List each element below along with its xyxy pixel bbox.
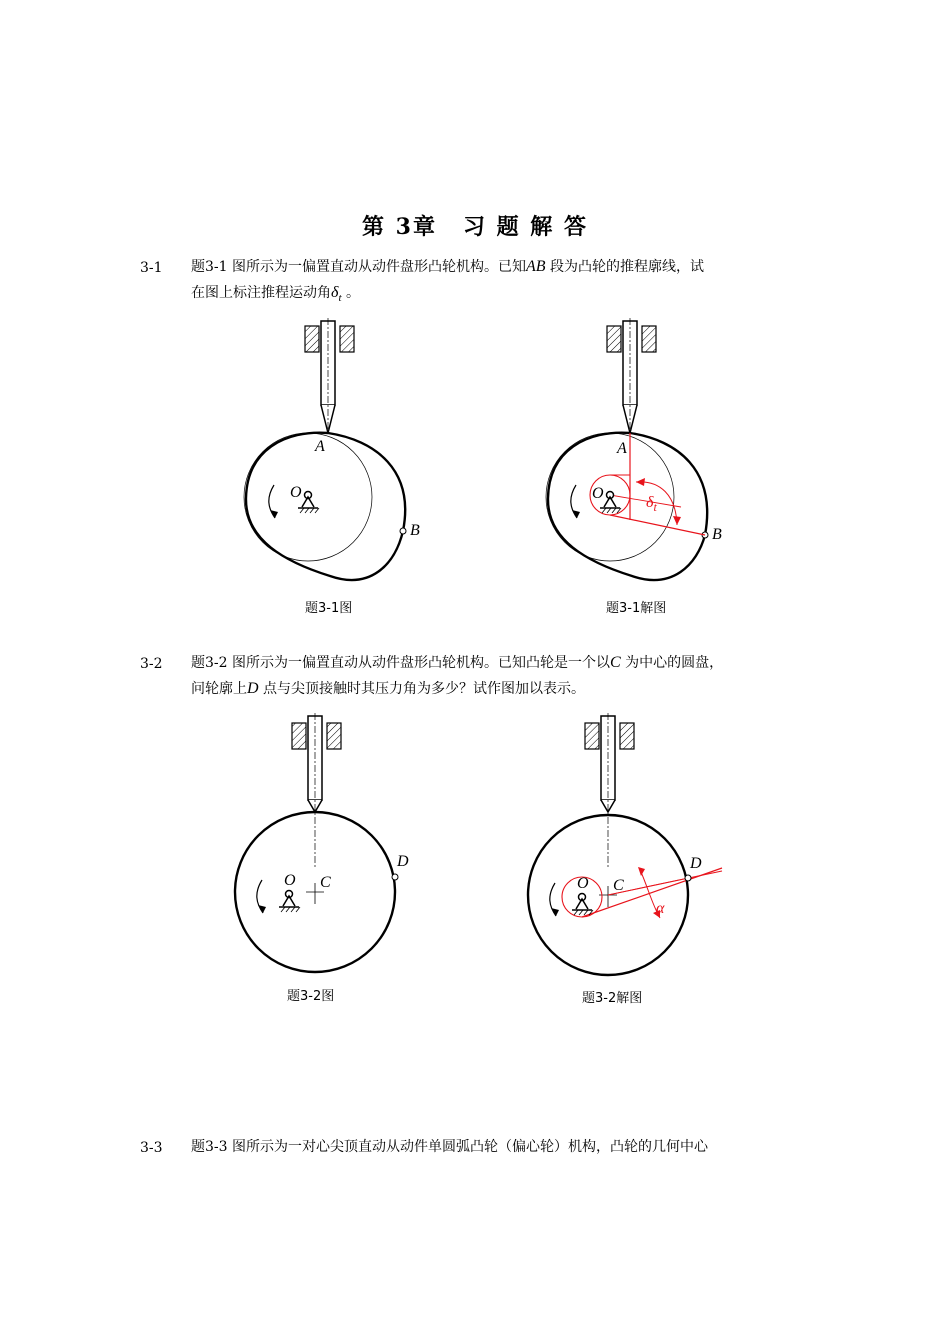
page-title xyxy=(0,210,950,241)
problem-number: 3-2 xyxy=(140,656,163,672)
label-b: B xyxy=(410,522,420,539)
figure-3-2 xyxy=(225,705,445,990)
solution-caption: 题3-2解图 xyxy=(582,991,643,1006)
label-o: O xyxy=(284,872,296,889)
label-alpha: α xyxy=(656,900,665,917)
label-o: O xyxy=(577,875,589,892)
chapter-heading: 习 题 解 答 xyxy=(462,214,588,240)
label-a: A xyxy=(617,440,627,457)
label-c: C xyxy=(613,877,624,894)
problem-text: 题3-3 图所示为一对心尖顶直动从动件单圆弧凸轮（偏心轮）机构，凸轮的几何中心 xyxy=(191,1139,708,1155)
solution-figure-3-2 xyxy=(520,705,740,990)
label-d: D xyxy=(690,855,702,872)
label-b: B xyxy=(712,526,722,543)
chapter-number: 第 3章 xyxy=(362,214,437,240)
figure-caption: 题3-2图 xyxy=(287,989,335,1004)
figure-caption: 题3-1图 xyxy=(305,601,353,616)
label-o: O xyxy=(290,484,302,501)
label-o: O xyxy=(592,485,604,502)
solution-caption: 题3-1解图 xyxy=(606,601,667,616)
figure-3-1 xyxy=(230,310,450,600)
solution-figure-3-1 xyxy=(530,310,750,600)
problem-number: 3-3 xyxy=(140,1140,163,1156)
label-c: C xyxy=(320,874,331,891)
delta-symbol: δ xyxy=(331,284,339,301)
label-a: A xyxy=(315,438,325,455)
label-delta: $\delta_t$ xyxy=(646,494,657,514)
problem-text: 题3-1 图所示为一偏置直动从动件盘形凸轮机构。已知AB 段为凸轮的推程廓线，试 在图上标注推程运动角$\delta_t$ 。 xyxy=(191,258,704,304)
problem-text: 题3-2 图所示为一偏置直动从动件盘形凸轮机构。已知凸轮是一个以C 为中心的圆盘， 问轮廓上D 点与尖顶接触时其压力角为多少？试作图加以表示。 xyxy=(191,654,724,697)
label-d: D xyxy=(397,853,409,870)
problem-number: 3-1 xyxy=(140,260,163,276)
